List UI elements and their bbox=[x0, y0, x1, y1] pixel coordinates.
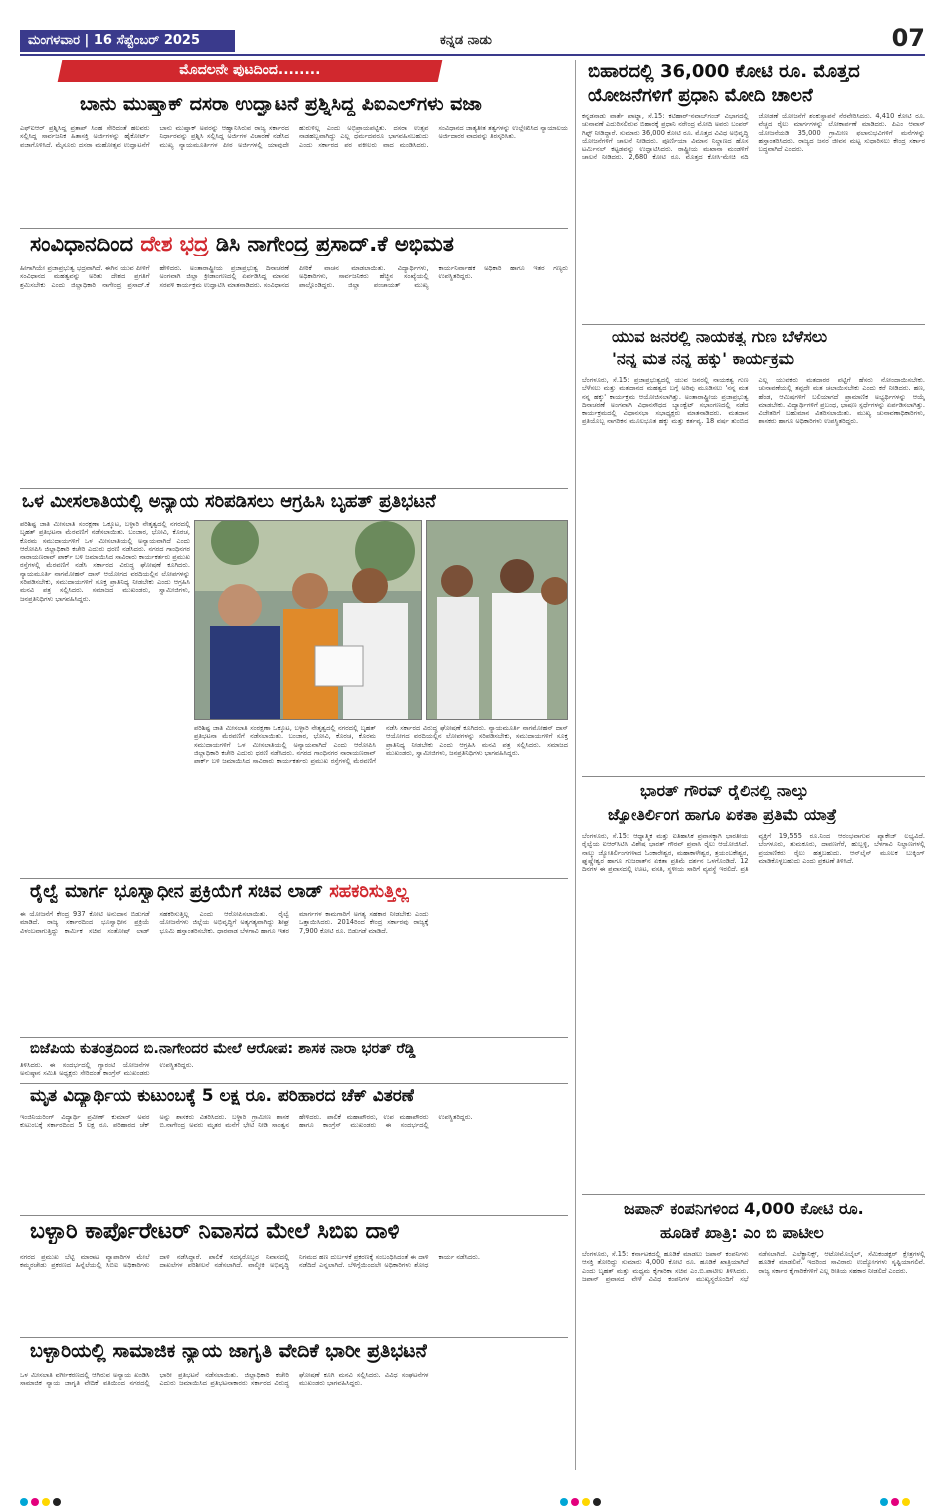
story-bjp: ತಿಳಿಸಿದರು. ಈ ಸಂದರ್ಭದಲ್ಲಿ ಗ್ಯಾರಂಟಿ ಯೋಜನೆಗಳ ಅನುಷ್ಠಾನ ಸಮಿತಿ ಅಧ್ಯಕ್ಷರು ಸೇರಿದಂತೆ ಕಾಂಗ್ರೆಸ್ ಮುಖಂಡರು ಉಪಸ್ಥಿತರಿದ್ದರು. bbox=[20, 1061, 194, 1078]
color-registration-marks bbox=[560, 1491, 604, 1501]
headline-railway-part1: ರೈಲ್ವೆ ಮಾರ್ಗ ಭೂಸ್ವಾಧೀನ ಪ್ರಕ್ರಿಯೆಗೆ ಸಚಿವ ಲಾಡ್ bbox=[30, 882, 330, 902]
headline-bjp: ಬಿಜೆಪಿಯ ಕುತಂತ್ರದಿಂದ ಬಿ.ನಾಗೇಂದರ ಮೇಲೆ ಆರೋಪ: ಶಾಸಕ ನಾರಾ ಭರತ್ ರೆಡ್ಡಿ bbox=[30, 1041, 416, 1057]
headline-samvidhana bbox=[30, 232, 454, 256]
divider bbox=[582, 1194, 925, 1195]
column-divider bbox=[575, 60, 576, 1470]
headline-japan-line2: ಹೂಡಿಕೆ ಖಾತ್ರಿ: ಎಂ ಬಿ ಪಾಟೀಲ bbox=[660, 1224, 824, 1242]
story-bharat: ಬೆಂಗಳೂರು, ಸೆ.15: ಆಧ್ಯಾತ್ಮಿಕ ಮತ್ತು ಐತಿಹಾಸಿಕ ಪ್ರವಾಸಕ್ಕಾಗಿ ಭಾರತೀಯ ರೈಲ್ವೆಯ ಐಆರ್‌ಸಿಟಿಸಿ ವಿಶೇಷ ಭಾರತ್ ಗೌರವ್ ಪ್ರವಾಸಿ ರೈಲು ಆಯೋಜಿಸಿದೆ. ನಾಲ್ಕು ಜ್ಯೋತಿರ್ಲಿಂಗಗಳಾದ ಓಂಕಾರೇಶ್ವರ, ಮಹಾಕಾಳೇಶ್ವರ, ತ್ರಯಂಬಕೇಶ್ವರ, ಘೃಷ್ಣೇಶ್ವರ ಹಾಗೂ ಗುಜರಾತ್‌ನ ಏಕತಾ ಪ್ರತಿಮೆ ದರ್ಶನ ಒಳಗೊಂಡಿದೆ. 12 ದಿನಗಳ ಈ ಪ್ರವಾಸದಲ್ಲಿ ಊಟ, ವಸತಿ, ಸ್ಥಳೀಯ ಸಾರಿಗೆ ವ್ಯವಸ್ಥೆ ಇರಲಿದೆ. ಪ್ರತಿ ವ್ಯಕ್ತಿಗೆ 19,555 ರೂ.ನಿಂದ ಆರಂಭವಾಗುವ ಪ್ಯಾಕೇಜ್ ಲಭ್ಯವಿದೆ. ಬೆಂಗಳೂರು, ತುಮಕೂರು, ದಾವಣಗೆರೆ, ಹುಬ್ಬಳ್ಳಿ, ಬೆಳಗಾವಿ ನಿಲ್ದಾಣಗಳಲ್ಲಿ ಪ್ರಯಾಣಿಕರು ರೈಲು ಹತ್ತಬಹುದು. ಆನ್‌ಲೈನ್ ಮೂಲಕ ಬುಕ್ಕಿಂಗ್ ಮಾಡಿಕೊಳ್ಳಬಹುದು ಎಂದು ಪ್ರಕಟಣೆ ತಿಳಿಸಿದೆ. bbox=[582, 832, 925, 874]
story-bihar: ಕನ್ನಡನಾಡು ವಾರ್ತೆ ಪಾಟ್ನಾ, ಸೆ.15: ಕಟಿಹಾರ್-ನವಾಬ್‌ಗಂಜ್ ವಿಭಾಗದಲ್ಲಿ ಚುನಾವಣೆ ಎದುರಿಸಲಿರುವ ಬಿಹಾರಕ್ಕೆ ಪ್ರಧಾನಿ ನರೇಂದ್ರ ಮೋದಿ ಅವರು ಬಂಪರ್ ಗಿಫ್ಟ್ ನೀಡಿದ್ದಾರೆ. ಸುಮಾರು 36,000 ಕೋಟಿ ರೂ. ಮೊತ್ತದ ವಿವಿಧ ಅಭಿವೃದ್ಧಿ ಯೋಜನೆಗಳಿಗೆ ಚಾಲನೆ ನೀಡಿದರು. ಪೂರ್ಣಿಯಾ ವಿಮಾನ ನಿಲ್ದಾಣದ ಹೊಸ ಟರ್ಮಿನಲ್ ಕಟ್ಟಡವನ್ನು ಉದ್ಘಾಟಿಸಿದರು. ರಾಷ್ಟ್ರೀಯ ಮಖಾನಾ ಮಂಡಳಿಗೆ ಚಾಲನೆ ನೀಡಿದರು. 2,680 ಕೋಟಿ ರೂ. ಮೊತ್ತದ ಕೋಸಿ-ಮೇಚಿ ನದಿ ಜೋಡಣೆ ಯೋಜನೆಗೆ ಶಂಕುಸ್ಥಾಪನೆ ನೆರವೇರಿಸಿದರು. 4,410 ಕೋಟಿ ರೂ. ವೆಚ್ಚದ ರೈಲು ಮಾರ್ಗಗಳನ್ನು ಲೋಕಾರ್ಪಣೆ ಮಾಡಿದರು. ಪಿಎಂ ಆವಾಸ್ ಯೋಜನೆಯಡಿ 35,000 ಗ್ರಾಮೀಣ ಫಲಾನುಭವಿಗಳಿಗೆ ಮನೆಗಳನ್ನು ಹಸ್ತಾಂತರಿಸಿದರು. ರಾಜ್ಯದ ಜನರ ಜೀವನ ಮಟ್ಟ ಸುಧಾರಿಸಲು ಕೇಂದ್ರ ಸರ್ಕಾರ ಬದ್ಧವಾಗಿದೆ ಎಂದರು. bbox=[582, 112, 925, 162]
story-japan: ಬೆಂಗಳೂರು, ಸೆ.15: ಕರ್ನಾಟಕದಲ್ಲಿ ಹೂಡಿಕೆ ಮಾಡಲು ಜಪಾನ್ ಕಂಪನಿಗಳು ಆಸಕ್ತಿ ತೋರಿದ್ದು ಸುಮಾರು 4,000 ಕೋಟಿ ರೂ. ಹೂಡಿಕೆ ಖಾತ್ರಿಯಾಗಿದೆ ಎಂದು ಬೃಹತ್ ಮತ್ತು ಮಧ್ಯಮ ಕೈಗಾರಿಕಾ ಸಚಿವ ಎಂ.ಬಿ.ಪಾಟೀಲ ತಿಳಿಸಿದರು. ಜಪಾನ್ ಪ್ರವಾಸದ ವೇಳೆ ವಿವಿಧ ಕಂಪನಿಗಳ ಮುಖ್ಯಸ್ಥರೊಂದಿಗೆ ಸಭೆ ನಡೆಸಲಾಗಿದೆ. ಎಲೆಕ್ಟ್ರಾನಿಕ್ಸ್, ಆಟೋಮೊಬೈಲ್, ಸೆಮಿಕಂಡಕ್ಟರ್ ಕ್ಷೇತ್ರಗಳಲ್ಲಿ ಹೂಡಿಕೆ ಮಾಡಲಿವೆ. ಇದರಿಂದ ಸಾವಿರಾರು ಉದ್ಯೋಗಗಳು ಸೃಷ್ಟಿಯಾಗಲಿವೆ. ರಾಜ್ಯ ಸರ್ಕಾರ ಕೈಗಾರಿಕೆಗಳಿಗೆ ಎಲ್ಲ ರೀತಿಯ ಸಹಕಾರ ನೀಡಲಿದೆ ಎಂದರು. bbox=[582, 1250, 925, 1283]
headline-samvidhana-highlight: ದೇಶ ಭದ್ರ bbox=[140, 232, 209, 256]
divider bbox=[582, 776, 925, 777]
headline-samvidhana-part2: ಡಿಸಿ ನಾಗೇಂದ್ರ ಪ್ರಸಾದ್.ಕೆ ಅಭಿಮತ bbox=[208, 232, 454, 256]
headline-bihar-line2: ಯೋಜನೆಗಳಿಗೆ ಪ್ರಧಾನಿ ಮೋದಿ ಚಾಲನೆ bbox=[588, 86, 813, 106]
story-railway: ಈ ಯೋಜನೆಗೆ ಕೇಂದ್ರ 937 ಕೋಟಿ ಅನುದಾನ ಬಿಡುಗಡೆ ಮಾಡಿದೆ. ರಾಜ್ಯ ಸರ್ಕಾರದಿಂದ ಭೂಸ್ವಾಧೀನ ಪ್ರಕ್ರಿಯೆ ವಿಳಂಬವಾಗುತ್ತಿದ್ದು ಕಾರ್ಮಿಕ ಸಚಿವ ಸಂತೋಷ್ ಲಾಡ್ ಸಹಕರಿಸುತ್ತಿಲ್ಲ ಎಂದು ಆರೋಪಿಸಲಾಯಿತು. ರೈಲ್ವೆ ಯೋಜನೆಗಳು ಜಿಲ್ಲೆಯ ಅಭಿವೃದ್ಧಿಗೆ ಅತ್ಯಗತ್ಯವಾಗಿದ್ದು ಶೀಘ್ರ ಭೂಮಿ ಹಸ್ತಾಂತರಿಸಬೇಕು. ಧಾರವಾಡ ಬೆಳಗಾವಿ ಹಾಗೂ ಇತರ ಮಾರ್ಗಗಳ ಕಾಮಗಾರಿಗೆ ಅಗತ್ಯ ಸಹಕಾರ ನೀಡಬೇಕು ಎಂದು ಒತ್ತಾಯಿಸಿದರು. 2014ರಿಂದ ಕೇಂದ್ರ ಸರ್ಕಾರವು ರಾಜ್ಯಕ್ಕೆ 7,900 ಕೋಟಿ ರೂ. ಬಿಡುಗಡೆ ಮಾಡಿದೆ. bbox=[20, 910, 429, 935]
paper-name: ಕನ್ನಡ ನಾಡು bbox=[440, 33, 492, 48]
masthead bbox=[20, 24, 925, 56]
divider bbox=[20, 1337, 568, 1338]
divider bbox=[20, 1083, 568, 1084]
headline-railway-highlight: ಸಹಕರಿಸುತ್ತಿಲ್ಲ bbox=[329, 882, 410, 902]
headline-bihar-line1: ಬಿಹಾರದಲ್ಲಿ 36,000 ಕೋಟಿ ರೂ. ಮೊತ್ತದ bbox=[588, 62, 860, 82]
headline-yuva-line2: 'ನನ್ನ ಮತ ನನ್ನ ಹಕ್ಕು' ಕಾರ್ಯಕ್ರಮ bbox=[612, 350, 794, 368]
continued-banner bbox=[58, 60, 443, 82]
story-olameesalati-cont: ಪರಿಶಿಷ್ಟ ಜಾತಿ ಮೀಸಲಾತಿ ಸಂರಕ್ಷಣಾ ಒಕ್ಕೂಟ, ಬಳ್ಳಾರಿ ನೇತೃತ್ವದಲ್ಲಿ ನಗರದಲ್ಲಿ ಬೃಹತ್ ಪ್ರತಿಭಟನಾ ಮೆರವಣಿಗೆ ನಡೆಸಲಾಯಿತು. ಬಂಜಾರ, ಭೋವಿ, ಕೊರಚ, ಕೊರಮ ಸಮುದಾಯಗಳಿಗೆ ಒಳ ಮೀಸಲಾತಿಯಲ್ಲಿ ಅನ್ಯಾಯವಾಗಿದೆ ಎಂದು ಆರೋಪಿಸಿ ಜಿಲ್ಲಾಧಿಕಾರಿ ಕಚೇರಿ ಎದುರು ಧರಣಿ ನಡೆಸಿದರು. ನಗರದ ಗಾಂಧಿನಗರ ನಾರಾಯಣರಾವ್ ಪಾರ್ಕ್ ಬಳಿ ಜಮಾಯಿಸಿದ ಸಾವಿರಾರು ಕಾರ್ಯಕರ್ತರು ಪ್ರಮುಖ ರಸ್ತೆಗಳಲ್ಲಿ ಮೆರವಣಿಗೆ ನಡೆಸಿ ಸರ್ಕಾರದ ವಿರುದ್ಧ ಘೋಷಣೆ ಕೂಗಿದರು. ನ್ಯಾಯಮೂರ್ತಿ ನಾಗಮೋಹನ್ ದಾಸ್ ಆಯೋಗದ ವರದಿಯಲ್ಲಿನ ಲೋಪಗಳನ್ನು ಸರಿಪಡಿಸಬೇಕು, ಸಮುದಾಯಗಳಿಗೆ ಸೂಕ್ತ ಪ್ರಾತಿನಿಧ್ಯ ನೀಡಬೇಕು ಎಂದು ಆಗ್ರಹಿಸಿ ಮನವಿ ಪತ್ರ ಸಲ್ಲಿಸಿದರು. ಸಮಾಜದ ಮುಖಂಡರು, ಸ್ವಾಮೀಜಿಗಳು, ಜನಪ್ರತಿನಿಧಿಗಳು ಭಾಗವಹಿಸಿದ್ದರು. bbox=[194, 724, 568, 766]
divider bbox=[20, 488, 568, 489]
divider bbox=[20, 1215, 568, 1216]
headline-bharat-line2: ಜ್ಯೋತಿರ್ಲಿಂಗ ಹಾಗೂ ಏಕತಾ ಪ್ರತಿಮೆ ಯಾತ್ರೆ bbox=[608, 806, 837, 824]
page-number: 07 bbox=[891, 24, 925, 52]
headline-student: ಮೃತ ವಿದ್ಯಾರ್ಥಿಯ ಕುಟುಂಬಕ್ಕೆ 5 ಲಕ್ಷ ರೂ. ಪರಿಹಾರದ ಚೆಕ್ ವಿತರಣೆ bbox=[30, 1087, 415, 1106]
continued-banner-text: ಮೊದಲನೇ ಪುಟದಿಂದ........ bbox=[179, 62, 321, 78]
headline-samajika: ಬಳ್ಳಾರಿಯಲ್ಲಿ ಸಾಮಾಜಿಕ ನ್ಯಾಯ ಜಾಗೃತಿ ವೇದಿಕೆ ಭಾರೀ ಪ್ರತಿಭಟನೆ bbox=[30, 1341, 427, 1362]
headline-olameesalati: ಒಳ ಮೀಸಲಾತಿಯಲ್ಲಿ ಅನ್ಯಾಯ ಸರಿಪಡಿಸಲು ಆಗ್ರಹಿಸಿ ಬೃಹತ್ ಪ್ರತಿಭಟನೆ bbox=[22, 492, 436, 512]
headline-cbi: ಬಳ್ಳಾರಿ ಕಾರ್ಪೊರೇಟರ್ ನಿವಾಸದ ಮೇಲೆ ಸಿಬಿಐ ದಾಳಿ bbox=[30, 1219, 400, 1244]
issue-date: ಮಂಗಳವಾರ | 16 ಸೆಪ್ಟೆಂಬರ್ 2025 bbox=[20, 30, 235, 52]
headline-bharat-line1: ಭಾರತ್ ಗೌರವ್ ರೈಲಿನಲ್ಲಿ ನಾಲ್ಕು bbox=[640, 782, 809, 800]
story-samajika: ಒಳ ಮೀಸಲಾತಿ ವರ್ಗೀಕರಣದಲ್ಲಿ ಆಗಿರುವ ಅನ್ಯಾಯ ಖಂಡಿಸಿ ಸಾಮಾಜಿಕ ನ್ಯಾಯ ಜಾಗೃತಿ ವೇದಿಕೆ ವತಿಯಿಂದ ನಗರದಲ್ಲಿ ಭಾರೀ ಪ್ರತಿಭಟನೆ ನಡೆಸಲಾಯಿತು. ಜಿಲ್ಲಾಧಿಕಾರಿ ಕಚೇರಿ ಎದುರು ಜಮಾಯಿಸಿದ ಪ್ರತಿಭಟನಾಕಾರರು ಸರ್ಕಾರದ ವಿರುದ್ಧ ಘೋಷಣೆ ಕೂಗಿ ಮನವಿ ಸಲ್ಲಿಸಿದರು. ವಿವಿಧ ಸಂಘಟನೆಗಳ ಮುಖಂಡರು ಭಾಗವಹಿಸಿದ್ದರು. bbox=[20, 1371, 429, 1388]
story-banu: ಎಫ್‌ಐಆರ್ ಪ್ರಶ್ನಿಸಿದ್ದ ಪ್ರತಾಪ್ ಸಿಂಹ ಸೇರಿದಂತೆ ಹಲವರು ಸಲ್ಲಿಸಿದ್ದ ಸಾರ್ವಜನಿಕ ಹಿತಾಸಕ್ತಿ ಅರ್ಜಿಗಳನ್ನು ಹೈಕೋರ್ಟ್ ವಜಾಗೊಳಿಸಿದೆ. ಮೈಸೂರು ದಸರಾ ಮಹೋತ್ಸವ ಉದ್ಘಾಟನೆಗೆ ಬಾನು ಮುಷ್ತಾಕ್ ಅವರನ್ನು ಆಹ್ವಾನಿಸಿರುವ ರಾಜ್ಯ ಸರ್ಕಾರದ ನಿರ್ಧಾರವನ್ನು ಪ್ರಶ್ನಿಸಿ ಸಲ್ಲಿಸಿದ್ದ ಅರ್ಜಿಗಳ ವಿಚಾರಣೆ ನಡೆಸಿದ ಮುಖ್ಯ ನ್ಯಾಯಮೂರ್ತಿಗಳ ಪೀಠ ಅರ್ಜಿಗಳಲ್ಲಿ ಯಾವುದೇ ಹುರುಳಿಲ್ಲ ಎಂದು ಅಭಿಪ್ರಾಯಪಟ್ಟಿತು. ದಸರಾ ಉತ್ಸವ ನಾಡಹಬ್ಬವಾಗಿದ್ದು ಎಲ್ಲ ಧರ್ಮದವರೂ ಭಾಗವಹಿಸಬಹುದು ಎಂದು ಸರ್ಕಾರದ ಪರ ವಕೀಲರು ವಾದ ಮಂಡಿಸಿದರು. ಸಂವಿಧಾನದ ಜಾತ್ಯತೀತ ತತ್ವಗಳನ್ನು ಉಲ್ಲೇಖಿಸಿದ ನ್ಯಾಯಾಲಯ ಅರ್ಜಿದಾರರ ವಾದವನ್ನು ತಿರಸ್ಕರಿಸಿತು. bbox=[20, 124, 568, 149]
headline-samvidhana-part1: ಸಂವಿಧಾನದಿಂದ bbox=[30, 232, 141, 256]
color-registration-marks bbox=[20, 1491, 64, 1501]
headline-yuva-line1: ಯುವ ಜನರಲ್ಲಿ ನಾಯಕತ್ವ ಗುಣ ಬೆಳೆಸಲು bbox=[612, 328, 828, 346]
story-olameesalati: ಪರಿಶಿಷ್ಟ ಜಾತಿ ಮೀಸಲಾತಿ ಸಂರಕ್ಷಣಾ ಒಕ್ಕೂಟ, ಬಳ್ಳಾರಿ ನೇತೃತ್ವದಲ್ಲಿ ನಗರದಲ್ಲಿ ಬೃಹತ್ ಪ್ರತಿಭಟನಾ ಮೆರವಣಿಗೆ ನಡೆಸಲಾಯಿತು. ಬಂಜಾರ, ಭೋವಿ, ಕೊರಚ, ಕೊರಮ ಸಮುದಾಯಗಳಿಗೆ ಒಳ ಮೀಸಲಾತಿಯಲ್ಲಿ ಅನ್ಯಾಯವಾಗಿದೆ ಎಂದು ಆರೋಪಿಸಿ ಜಿಲ್ಲಾಧಿಕಾರಿ ಕಚೇರಿ ಎದುರು ಧರಣಿ ನಡೆಸಿದರು. ನಗರದ ಗಾಂಧಿನಗರ ನಾರಾಯಣರಾವ್ ಪಾರ್ಕ್ ಬಳಿ ಜಮಾಯಿಸಿದ ಸಾವಿರಾರು ಕಾರ್ಯಕರ್ತರು ಪ್ರಮುಖ ರಸ್ತೆಗಳಲ್ಲಿ ಮೆರವಣಿಗೆ ನಡೆಸಿ ಸರ್ಕಾರದ ವಿರುದ್ಧ ಘೋಷಣೆ ಕೂಗಿದರು. ನ್ಯಾಯಮೂರ್ತಿ ನಾಗಮೋಹನ್ ದಾಸ್ ಆಯೋಗದ ವರದಿಯಲ್ಲಿನ ಲೋಪಗಳನ್ನು ಸರಿಪಡಿಸಬೇಕು, ಸಮುದಾಯಗಳಿಗೆ ಸೂಕ್ತ ಪ್ರಾತಿನಿಧ್ಯ ನೀಡಬೇಕು ಎಂದು ಆಗ್ರಹಿಸಿ ಮನವಿ ಪತ್ರ ಸಲ್ಲಿಸಿದರು. ಸಮಾಜದ ಮುಖಂಡರು, ಸ್ವಾಮೀಜಿಗಳು, ಜನಪ್ರತಿನಿಧಿಗಳು ಭಾಗವಹಿಸಿದ್ದರು. bbox=[20, 520, 190, 603]
protest-photo bbox=[194, 520, 422, 720]
headline-banu: ಬಾನು ಮುಷ್ತಾಕ್ ದಸರಾ ಉದ್ಘಾಟನೆ ಪ್ರಶ್ನಿಸಿದ್ದ ಪಿಐಎಲ್‌ಗಳು ವಜಾ bbox=[80, 94, 482, 115]
story-samvidhana: ಹೀಗಾಗಿಯೇ ಪ್ರಜಾಪ್ರಭುತ್ವ ಭದ್ರವಾಗಿದೆ. ಈಗಿನ ಯುವ ಪೀಳಿಗೆ ಸಂವಿಧಾನದ ಮಹತ್ವವನ್ನು ಅರಿತು ದೇಶದ ಪ್ರಗತಿಗೆ ಶ್ರಮಿಸಬೇಕು ಎಂದು ಜಿಲ್ಲಾಧಿಕಾರಿ ನಾಗೇಂದ್ರ ಪ್ರಸಾದ್.ಕೆ ಹೇಳಿದರು. ಅಂತಾರಾಷ್ಟ್ರೀಯ ಪ್ರಜಾಪ್ರಭುತ್ವ ದಿನಾಚರಣೆ ಅಂಗವಾಗಿ ಜಿಲ್ಲಾ ಕ್ರೀಡಾಂಗಣದಲ್ಲಿ ಏರ್ಪಡಿಸಿದ್ದ ಮಾನವ ಸರಪಳಿ ಕಾರ್ಯಕ್ರಮ ಉದ್ಘಾಟಿಸಿ ಮಾತನಾಡಿದರು. ಸಂವಿಧಾನದ ಪೀಠಿಕೆ ವಾಚನ ಮಾಡಲಾಯಿತು. ವಿದ್ಯಾರ್ಥಿಗಳು, ಅಧಿಕಾರಿಗಳು, ಸಾರ್ವಜನಿಕರು ಹೆಚ್ಚಿನ ಸಂಖ್ಯೆಯಲ್ಲಿ ಪಾಲ್ಗೊಂಡಿದ್ದರು. ಜಿಲ್ಲಾ ಪಂಚಾಯತ್ ಮುಖ್ಯ ಕಾರ್ಯನಿರ್ವಾಹಕ ಅಧಿಕಾರಿ ಹಾಗೂ ಇತರ ಗಣ್ಯರು ಉಪಸ್ಥಿತರಿದ್ದರು. bbox=[20, 264, 568, 289]
divider bbox=[20, 878, 568, 879]
protest-photo-crowd bbox=[426, 520, 568, 720]
story-yuva: ಬೆಂಗಳೂರು, ಸೆ.15: ಪ್ರಜಾಪ್ರಭುತ್ವದಲ್ಲಿ ಯುವ ಜನರಲ್ಲಿ ನಾಯಕತ್ವ ಗುಣ ಬೆಳೆಸಲು ಮತ್ತು ಮತದಾನದ ಮಹತ್ವದ ಬಗ್ಗೆ ಅರಿವು ಮೂಡಿಸಲು 'ನನ್ನ ಮತ ನನ್ನ ಹಕ್ಕು' ಕಾರ್ಯಕ್ರಮ ಆಯೋಜಿಸಲಾಗಿತ್ತು. ಅಂತಾರಾಷ್ಟ್ರೀಯ ಪ್ರಜಾಪ್ರಭುತ್ವ ದಿನಾಚರಣೆ ಅಂಗವಾಗಿ ವಿಧಾನಸೌಧದ ಬ್ಯಾಂಕ್ವೆಟ್ ಸಭಾಂಗಣದಲ್ಲಿ ನಡೆದ ಕಾರ್ಯಕ್ರಮದಲ್ಲಿ ವಿಧಾನಸಭಾ ಸಭಾಧ್ಯಕ್ಷರು ಮಾತನಾಡಿದರು. ಮತದಾನ ಪ್ರತಿಯೊಬ್ಬ ನಾಗರಿಕನ ಮೂಲಭೂತ ಹಕ್ಕು ಮತ್ತು ಕರ್ತವ್ಯ. 18 ವರ್ಷ ತುಂಬಿದ ಎಲ್ಲ ಯುವಕರು ಮತದಾರರ ಪಟ್ಟಿಗೆ ಹೆಸರು ನೋಂದಾಯಿಸಬೇಕು. ಚುನಾವಣೆಯಲ್ಲಿ ತಪ್ಪದೇ ಮತ ಚಲಾಯಿಸಬೇಕು ಎಂದು ಕರೆ ನೀಡಿದರು. ಹಣ, ಹೆಂಡ, ಆಮಿಷಗಳಿಗೆ ಬಲಿಯಾಗದೆ ಪ್ರಾಮಾಣಿಕ ಅಭ್ಯರ್ಥಿಗಳನ್ನು ಆಯ್ಕೆ ಮಾಡಬೇಕು. ವಿದ್ಯಾರ್ಥಿಗಳಿಗೆ ಪ್ರಬಂಧ, ಭಾಷಣ ಸ್ಪರ್ಧೆಗಳನ್ನು ಏರ್ಪಡಿಸಲಾಗಿತ್ತು. ವಿಜೇತರಿಗೆ ಬಹುಮಾನ ವಿತರಿಸಲಾಯಿತು. ಮುಖ್ಯ ಚುನಾವಣಾಧಿಕಾರಿಗಳು, ಶಾಸಕರು ಹಾಗೂ ಅಧಿಕಾರಿಗಳು ಉಪಸ್ಥಿತರಿದ್ದರು. bbox=[582, 376, 925, 426]
headline-railway bbox=[30, 882, 409, 903]
headline-japan-line1: ಜಪಾನ್ ಕಂಪನಿಗಳಿಂದ 4,000 ಕೋಟಿ ರೂ. bbox=[624, 1200, 864, 1218]
divider bbox=[582, 324, 925, 325]
divider bbox=[20, 228, 568, 229]
story-cbi: ನಗರದ ಪ್ರಮುಖ ಬೆಟ್ಟಿ ಮಾರಾಟ ವ್ಯಾಪಾರಿಗಳ ಮೇಲೆ ಕಮ್ಮರಚೇಡು ಪ್ರಕರಣದ ಹಿನ್ನೆಲೆಯಲ್ಲಿ ಸಿಬಿಐ ಅಧಿಕಾರಿಗಳು ದಾಳಿ ನಡೆಸಿದ್ದಾರೆ. ಪಾಲಿಕೆ ಸದಸ್ಯರೊಬ್ಬರ ನಿವಾಸದಲ್ಲಿ ದಾಖಲೆಗಳ ಪರಿಶೀಲನೆ ನಡೆಸಲಾಗಿದೆ. ವಾಲ್ಮೀಕಿ ಅಭಿವೃದ್ಧಿ ನಿಗಮದ ಹಣ ದುರ್ಬಳಕೆ ಪ್ರಕರಣಕ್ಕೆ ಸಂಬಂಧಿಸಿದಂತೆ ಈ ದಾಳಿ ನಡೆದಿದೆ ಎನ್ನಲಾಗಿದೆ. ಬೆಳಿಗ್ಗೆಯಿಂದಲೇ ಅಧಿಕಾರಿಗಳು ಶೋಧ ಕಾರ್ಯ ನಡೆಸಿದರು. bbox=[20, 1253, 480, 1270]
story-student: ಇಂಜಿನಿಯರಿಂಗ್ ವಿದ್ಯಾರ್ಥಿ ಪ್ರವೀಣ್ ಕುಮಾರ್ ಅವರ ಕುಟುಂಬಕ್ಕೆ ಸರ್ಕಾರದಿಂದ 5 ಲಕ್ಷ ರೂ. ಪರಿಹಾರದ ಚೆಕ್ ಅನ್ನು ಶಾಸಕರು ವಿತರಿಸಿದರು. ಬಳ್ಳಾರಿ ಗ್ರಾಮೀಣ ಶಾಸಕ ಬಿ.ನಾಗೇಂದ್ರ ಅವರು ಮೃತರ ಮನೆಗೆ ಭೇಟಿ ನೀಡಿ ಸಾಂತ್ವನ ಹೇಳಿದರು. ಪಾಲಿಕೆ ಮಹಾಪೌರರು, ಉಪ ಮಹಾಪೌರರು ಹಾಗೂ ಕಾಂಗ್ರೆಸ್ ಮುಖಂಡರು ಈ ಸಂದರ್ಭದಲ್ಲಿ ಉಪಸ್ಥಿತರಿದ್ದರು. bbox=[20, 1113, 473, 1130]
divider bbox=[20, 1037, 568, 1038]
color-registration-marks bbox=[880, 1491, 913, 1501]
